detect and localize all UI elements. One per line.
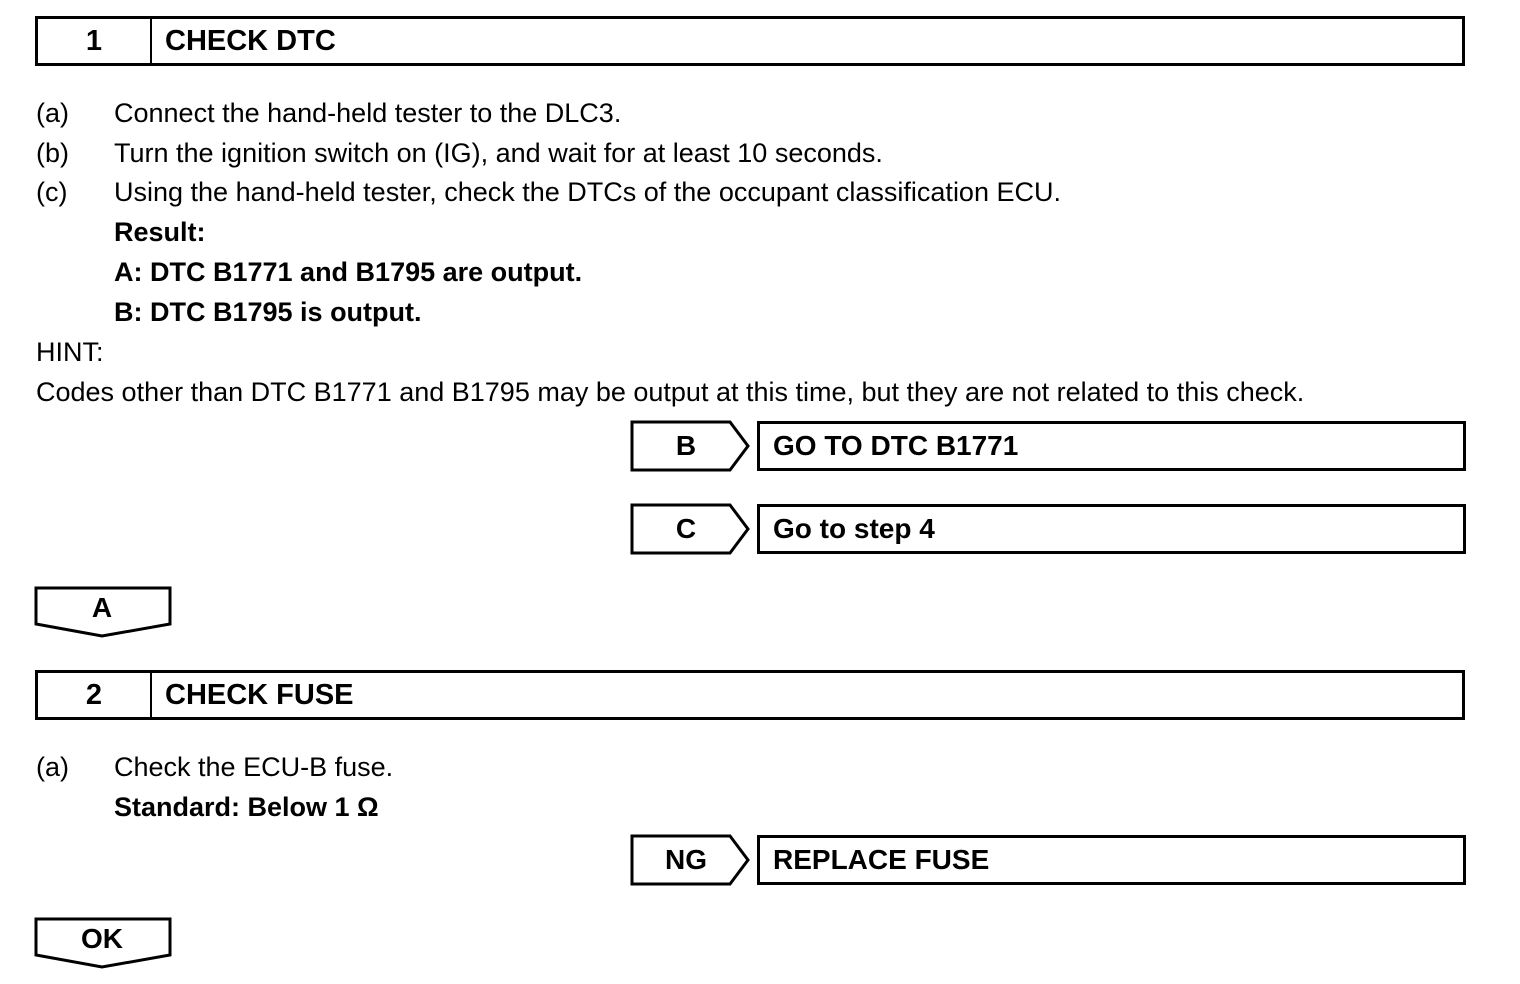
hint-heading: HINT: <box>36 337 104 367</box>
step-2-item-a-label: (a) <box>36 752 69 782</box>
branch-action-ng: REPLACE FUSE <box>757 835 1466 885</box>
branch-action-b: GO TO DTC B1771 <box>757 421 1466 471</box>
branch-tag-c-label: C <box>675 513 697 544</box>
result-a: A: DTC B1771 and B1795 are output. <box>114 257 583 287</box>
result-b: B: DTC B1795 is output. <box>114 297 422 327</box>
branch-tag-b-label: B <box>675 430 697 461</box>
branch-tag-ng-label: NG <box>665 844 707 875</box>
step-1-item-a-text: Connect the hand-held tester to the DLC3. <box>114 98 622 128</box>
step-1-item-a-label: (a) <box>36 98 69 128</box>
step-2-header <box>35 670 1465 720</box>
branch-tag-b <box>630 420 752 472</box>
standard-value: Standard: Below 1 Ω <box>114 792 379 822</box>
continue-tag-ok <box>34 917 172 969</box>
hint-text: Codes other than DTC B1771 and B1795 may be output at this time, but they are not related to this check. <box>36 377 1305 407</box>
continue-tag-a <box>34 586 172 638</box>
step-2-number: 2 <box>38 673 152 717</box>
step-1-title: CHECK DTC <box>165 24 336 57</box>
result-heading: Result: <box>114 217 206 247</box>
step-1-item-c-label: (c) <box>36 177 68 207</box>
step-1-item-c-text: Using the hand-held tester, check the DTCs of the occupant classification ECU. <box>114 177 1061 207</box>
continue-tag-a-label: A <box>91 592 113 623</box>
branch-tag-ng <box>630 834 752 886</box>
step-1-item-b-label: (b) <box>36 138 69 168</box>
step-2-title: CHECK FUSE <box>165 678 354 711</box>
branch-tag-c <box>630 503 752 555</box>
step-1-header <box>35 16 1465 66</box>
step-1-number: 1 <box>38 19 152 63</box>
step-2-item-a-text: Check the ECU-B fuse. <box>114 752 394 782</box>
continue-tag-ok-label: OK <box>81 923 123 954</box>
branch-action-c: Go to step 4 <box>757 504 1466 554</box>
step-1-item-b-text: Turn the ignition switch on (IG), and wait for at least 10 seconds. <box>114 138 883 168</box>
